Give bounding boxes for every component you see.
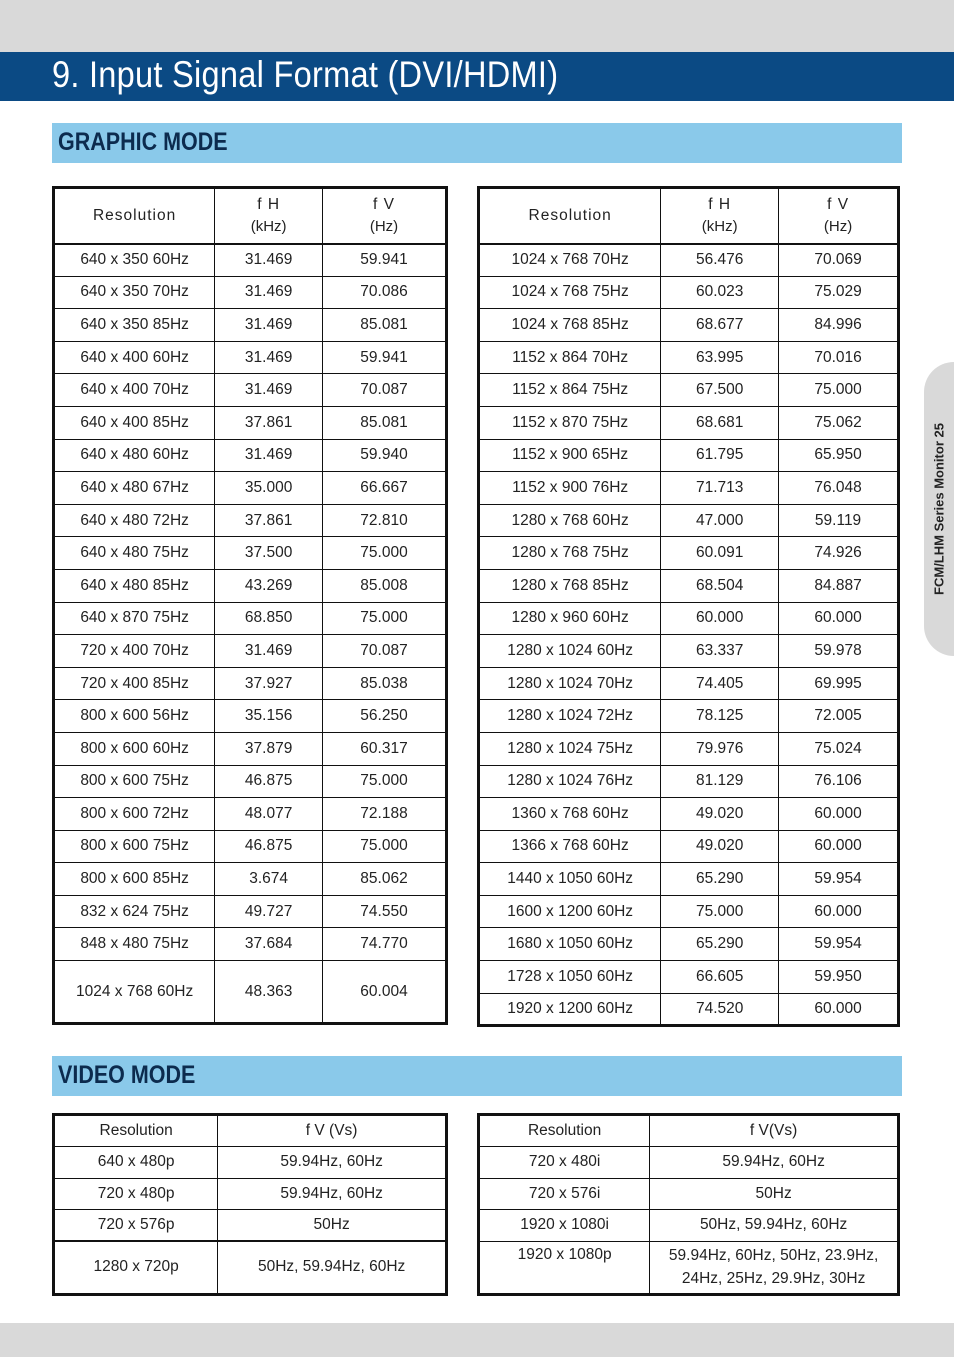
cell-fv: 85.062 <box>323 863 447 896</box>
table-row <box>479 374 899 407</box>
cell-resolution: 1152 x 864 75Hz <box>479 374 661 407</box>
video-mode-heading: VIDEO MODE <box>58 1061 196 1089</box>
cell-resolution: 1024 x 768 60Hz <box>54 961 215 1024</box>
column-header-fh: f H (kHz) <box>215 188 323 244</box>
cell-fh: 68.677 <box>661 309 779 342</box>
table-row <box>479 341 899 374</box>
cell-fh: 37.500 <box>215 537 323 570</box>
cell-resolution: 1280 x 768 85Hz <box>479 569 661 602</box>
cell-fv: 59.978 <box>779 635 899 668</box>
video-mode-table-right <box>477 1113 900 1296</box>
cell-resolution: 800 x 600 56Hz <box>54 700 215 733</box>
cell-fv: 76.106 <box>779 765 899 798</box>
cell-resolution: 800 x 600 60Hz <box>54 732 215 765</box>
cell-resolution: 640 x 480 72Hz <box>54 504 215 537</box>
graphic-mode-table-right <box>477 186 900 1027</box>
cell-fv: 74.550 <box>323 895 447 928</box>
cell-fv: 75.000 <box>779 374 899 407</box>
column-header-resolution: Resolution <box>479 188 661 244</box>
table-header-row <box>479 188 899 244</box>
table-row <box>479 244 899 277</box>
cell-resolution: 800 x 600 75Hz <box>54 830 215 863</box>
table-row <box>479 635 899 668</box>
cell-fh: 49.020 <box>661 798 779 831</box>
cell-fh: 31.469 <box>215 309 323 342</box>
cell-fv: 70.087 <box>323 374 447 407</box>
table-header-row <box>479 1115 899 1147</box>
cell-resolution: 1280 x 1024 70Hz <box>479 667 661 700</box>
cell-resolution: 1600 x 1200 60Hz <box>479 895 661 928</box>
cell-fh: 37.861 <box>215 406 323 439</box>
cell-fv: 59.94Hz, 60Hz <box>218 1178 447 1210</box>
table-row <box>479 863 899 896</box>
table-row <box>54 635 447 668</box>
cell-resolution: 640 x 480 75Hz <box>54 537 215 570</box>
cell-fv: 69.995 <box>779 667 899 700</box>
side-tab <box>924 362 954 656</box>
cell-fh: 31.469 <box>215 635 323 668</box>
graphic-mode-section-bar <box>52 123 902 163</box>
column-header-resolution: Resolution <box>479 1115 650 1147</box>
cell-resolution: 640 x 350 70Hz <box>54 276 215 309</box>
video-mode-section-bar <box>52 1056 902 1096</box>
cell-resolution: 1024 x 768 70Hz <box>479 244 661 277</box>
table-header-row <box>54 1115 447 1147</box>
bottom-band <box>0 1323 954 1357</box>
table-row <box>479 765 899 798</box>
top-band <box>0 0 954 52</box>
table-row <box>54 537 447 570</box>
cell-fv: 59.941 <box>323 341 447 374</box>
table-row <box>479 1147 899 1179</box>
cell-fv: 70.087 <box>323 635 447 668</box>
cell-fv: 60.000 <box>779 830 899 863</box>
cell-fh: 81.129 <box>661 765 779 798</box>
column-header-fv: f V (Vs) <box>218 1115 447 1147</box>
cell-resolution: 1280 x 1024 72Hz <box>479 700 661 733</box>
table-row <box>54 928 447 961</box>
table-row <box>479 1178 899 1210</box>
cell-fv: 75.029 <box>779 276 899 309</box>
table-row <box>479 830 899 863</box>
cell-fh: 48.077 <box>215 798 323 831</box>
table-row <box>54 1147 447 1179</box>
cell-fv: 70.069 <box>779 244 899 277</box>
cell-fv: 59.94Hz, 60Hz, 50Hz, 23.9Hz, 24Hz, 25Hz, 29.9Hz, 30Hz <box>650 1241 899 1294</box>
table-row <box>54 798 447 831</box>
cell-resolution: 1280 x 720p <box>54 1241 218 1294</box>
cell-resolution: 720 x 480i <box>479 1147 650 1179</box>
table-row <box>54 895 447 928</box>
table-row <box>54 276 447 309</box>
cell-fh: 31.469 <box>215 276 323 309</box>
cell-fh: 56.476 <box>661 244 779 277</box>
cell-fh: 63.337 <box>661 635 779 668</box>
cell-fv: 50Hz <box>650 1178 899 1210</box>
column-header-fv: f V (Hz) <box>323 188 447 244</box>
cell-fh: 67.500 <box>661 374 779 407</box>
cell-resolution: 720 x 480p <box>54 1178 218 1210</box>
cell-resolution: 1024 x 768 75Hz <box>479 276 661 309</box>
cell-fh: 31.469 <box>215 244 323 277</box>
cell-fh: 47.000 <box>661 504 779 537</box>
cell-fh: 65.290 <box>661 863 779 896</box>
cell-fv: 75.024 <box>779 732 899 765</box>
cell-fv: 50Hz, 59.94Hz, 60Hz <box>218 1241 447 1294</box>
cell-fh: 46.875 <box>215 830 323 863</box>
cell-fv: 59.950 <box>779 961 899 994</box>
table-row <box>54 341 447 374</box>
table-row <box>54 863 447 896</box>
cell-fv: 60.000 <box>779 602 899 635</box>
table-row <box>54 1178 447 1210</box>
table-row <box>54 569 447 602</box>
cell-fh: 37.861 <box>215 504 323 537</box>
cell-resolution: 640 x 480 60Hz <box>54 439 215 472</box>
table-row <box>479 537 899 570</box>
table-row <box>54 961 447 1024</box>
cell-fh: 49.020 <box>661 830 779 863</box>
cell-fh: 35.156 <box>215 700 323 733</box>
cell-fv: 75.000 <box>323 602 447 635</box>
table-row <box>479 569 899 602</box>
cell-resolution: 640 x 400 60Hz <box>54 341 215 374</box>
cell-fv: 66.667 <box>323 472 447 505</box>
table-row <box>479 504 899 537</box>
table-row <box>54 1241 447 1294</box>
cell-resolution: 1280 x 768 60Hz <box>479 504 661 537</box>
table-row <box>479 602 899 635</box>
table-row <box>479 1241 899 1294</box>
table-row <box>479 700 899 733</box>
cell-resolution: 640 x 350 60Hz <box>54 244 215 277</box>
graphic-mode-heading: GRAPHIC MODE <box>58 128 228 156</box>
table-row <box>54 439 447 472</box>
cell-resolution: 640 x 400 85Hz <box>54 406 215 439</box>
cell-fh: 74.520 <box>661 993 779 1026</box>
table-row <box>54 1210 447 1242</box>
cell-fh: 46.875 <box>215 765 323 798</box>
cell-fv: 72.188 <box>323 798 447 831</box>
cell-fv: 60.000 <box>779 993 899 1026</box>
cell-resolution: 1280 x 1024 60Hz <box>479 635 661 668</box>
column-header-resolution: Resolution <box>54 188 215 244</box>
cell-fh: 49.727 <box>215 895 323 928</box>
cell-resolution: 1920 x 1080i <box>479 1210 650 1242</box>
column-header-fv: f V (Hz) <box>779 188 899 244</box>
cell-resolution: 1152 x 864 70Hz <box>479 341 661 374</box>
cell-fh: 37.927 <box>215 667 323 700</box>
graphic-mode-table-left <box>52 186 448 1025</box>
cell-resolution: 1360 x 768 60Hz <box>479 798 661 831</box>
cell-fv: 85.081 <box>323 406 447 439</box>
cell-fh: 31.469 <box>215 439 323 472</box>
cell-resolution: 1152 x 900 76Hz <box>479 472 661 505</box>
cell-fv: 76.048 <box>779 472 899 505</box>
cell-fh: 75.000 <box>661 895 779 928</box>
cell-fv: 60.000 <box>779 895 899 928</box>
cell-fv: 74.770 <box>323 928 447 961</box>
video-mode-table-left <box>52 1113 448 1296</box>
table-row <box>479 439 899 472</box>
table-row <box>54 765 447 798</box>
table-row <box>479 406 899 439</box>
table-row <box>54 667 447 700</box>
cell-resolution: 640 x 480 67Hz <box>54 472 215 505</box>
cell-resolution: 800 x 600 75Hz <box>54 765 215 798</box>
cell-resolution: 1440 x 1050 60Hz <box>479 863 661 896</box>
cell-fv: 70.016 <box>779 341 899 374</box>
column-header-resolution: Resolution <box>54 1115 218 1147</box>
table-row <box>479 895 899 928</box>
cell-fv: 84.996 <box>779 309 899 342</box>
cell-fh: 68.850 <box>215 602 323 635</box>
cell-fh: 43.269 <box>215 569 323 602</box>
cell-fv: 50Hz, 59.94Hz, 60Hz <box>650 1210 899 1242</box>
cell-fv: 59.94Hz, 60Hz <box>650 1147 899 1179</box>
cell-fv: 75.000 <box>323 830 447 863</box>
cell-resolution: 640 x 480 85Hz <box>54 569 215 602</box>
cell-fv: 72.005 <box>779 700 899 733</box>
cell-fv: 85.008 <box>323 569 447 602</box>
cell-fh: 60.023 <box>661 276 779 309</box>
cell-fv: 85.081 <box>323 309 447 342</box>
cell-resolution: 1366 x 768 60Hz <box>479 830 661 863</box>
table-row <box>54 732 447 765</box>
cell-fv: 50Hz <box>218 1210 447 1242</box>
table-row <box>54 504 447 537</box>
cell-resolution: 720 x 400 70Hz <box>54 635 215 668</box>
cell-fh: 37.879 <box>215 732 323 765</box>
cell-resolution: 640 x 400 70Hz <box>54 374 215 407</box>
cell-resolution: 1280 x 1024 75Hz <box>479 732 661 765</box>
cell-fh: 79.976 <box>661 732 779 765</box>
column-header-fv: f V(Vs) <box>650 1115 899 1147</box>
title-bar <box>0 52 954 101</box>
table-row <box>479 309 899 342</box>
cell-resolution: 720 x 576p <box>54 1210 218 1242</box>
cell-resolution: 1152 x 870 75Hz <box>479 406 661 439</box>
table-row <box>54 602 447 635</box>
cell-fv: 72.810 <box>323 504 447 537</box>
table-row <box>479 732 899 765</box>
table-row <box>54 309 447 342</box>
table-row <box>479 1210 899 1242</box>
table-row <box>479 667 899 700</box>
cell-fv: 59.941 <box>323 244 447 277</box>
cell-fh: 31.469 <box>215 341 323 374</box>
cell-fh: 68.504 <box>661 569 779 602</box>
cell-fv: 59.119 <box>779 504 899 537</box>
cell-resolution: 1680 x 1050 60Hz <box>479 928 661 961</box>
table-row <box>479 798 899 831</box>
table-header-row <box>54 188 447 244</box>
cell-fv: 70.086 <box>323 276 447 309</box>
cell-fh: 3.674 <box>215 863 323 896</box>
cell-fv: 60.004 <box>323 961 447 1024</box>
cell-resolution: 1280 x 768 75Hz <box>479 537 661 570</box>
cell-fh: 61.795 <box>661 439 779 472</box>
cell-resolution: 720 x 400 85Hz <box>54 667 215 700</box>
table-row <box>54 244 447 277</box>
cell-fh: 78.125 <box>661 700 779 733</box>
cell-resolution: 1920 x 1200 60Hz <box>479 993 661 1026</box>
cell-fh: 66.605 <box>661 961 779 994</box>
page-title: 9. Input Signal Format (DVI/HDMI) <box>52 54 559 95</box>
side-tab-label: FCM/LHM Series Monitor 25 <box>931 423 947 595</box>
cell-resolution: 800 x 600 72Hz <box>54 798 215 831</box>
cell-resolution: 640 x 480p <box>54 1147 218 1179</box>
cell-fh: 74.405 <box>661 667 779 700</box>
cell-resolution: 640 x 350 85Hz <box>54 309 215 342</box>
table-row <box>479 472 899 505</box>
cell-resolution: 1728 x 1050 60Hz <box>479 961 661 994</box>
table-row <box>479 928 899 961</box>
cell-fv: 85.038 <box>323 667 447 700</box>
cell-fv: 60.000 <box>779 798 899 831</box>
table-row <box>479 276 899 309</box>
cell-fv: 84.887 <box>779 569 899 602</box>
cell-resolution: 1280 x 1024 76Hz <box>479 765 661 798</box>
cell-fh: 60.000 <box>661 602 779 635</box>
cell-fv: 59.954 <box>779 928 899 961</box>
cell-fh: 71.713 <box>661 472 779 505</box>
cell-resolution: 800 x 600 85Hz <box>54 863 215 896</box>
cell-fh: 65.290 <box>661 928 779 961</box>
table-row <box>54 472 447 505</box>
table-row <box>54 406 447 439</box>
cell-resolution: 832 x 624 75Hz <box>54 895 215 928</box>
cell-fh: 63.995 <box>661 341 779 374</box>
cell-fv: 59.94Hz, 60Hz <box>218 1147 447 1179</box>
cell-fv: 65.950 <box>779 439 899 472</box>
cell-fv: 75.062 <box>779 406 899 439</box>
cell-resolution: 1280 x 960 60Hz <box>479 602 661 635</box>
cell-fv: 74.926 <box>779 537 899 570</box>
cell-fv: 56.250 <box>323 700 447 733</box>
cell-resolution: 1920 x 1080p <box>479 1241 650 1294</box>
cell-fh: 68.681 <box>661 406 779 439</box>
cell-resolution: 1152 x 900 65Hz <box>479 439 661 472</box>
cell-resolution: 848 x 480 75Hz <box>54 928 215 961</box>
cell-fh: 48.363 <box>215 961 323 1024</box>
cell-resolution: 1024 x 768 85Hz <box>479 309 661 342</box>
cell-fv: 59.940 <box>323 439 447 472</box>
table-row <box>479 961 899 994</box>
cell-fv: 75.000 <box>323 537 447 570</box>
cell-fh: 37.684 <box>215 928 323 961</box>
cell-fv: 59.954 <box>779 863 899 896</box>
column-header-fh: f H (kHz) <box>661 188 779 244</box>
table-row <box>479 993 899 1026</box>
cell-fh: 35.000 <box>215 472 323 505</box>
cell-resolution: 720 x 576i <box>479 1178 650 1210</box>
cell-fv: 60.317 <box>323 732 447 765</box>
cell-fv: 75.000 <box>323 765 447 798</box>
cell-resolution: 640 x 870 75Hz <box>54 602 215 635</box>
cell-fh: 60.091 <box>661 537 779 570</box>
table-row <box>54 700 447 733</box>
cell-fh: 31.469 <box>215 374 323 407</box>
table-row <box>54 830 447 863</box>
table-row <box>54 374 447 407</box>
